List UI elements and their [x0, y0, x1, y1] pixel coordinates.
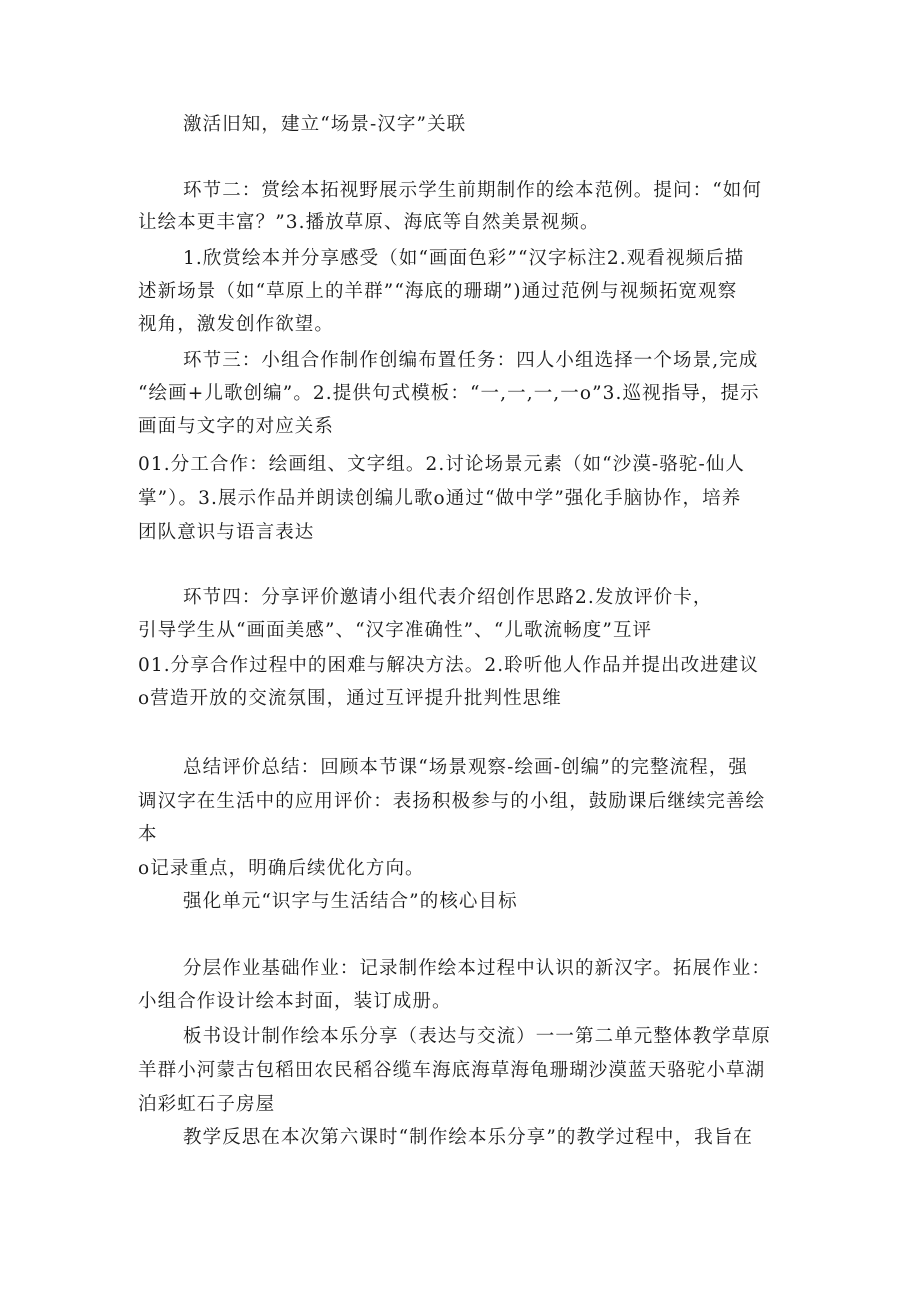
paragraph-line: 1.欣赏绘本并分享感受（如“画面色彩”“汉字标注2.观看视频后描 [183, 248, 745, 269]
paragraph-line: 团队意识与语言表达 [138, 522, 315, 543]
paragraph-line: 01.分享合作过程中的困难与解决方法。2.聆听他人作品并提出改进建议 [138, 655, 759, 676]
paragraph-line: 小组合作设计绘本封面，装订成册。 [138, 991, 452, 1012]
paragraph-line: “绘画+儿歌创编”。2.提供句式模板：“一,一,一,一o”3.巡视指导，提示 [138, 383, 760, 404]
paragraph-line: 教学反思在本次第六课时“制作绘本乐分享”的教学过程中，我旨在 [183, 1127, 753, 1148]
paragraph-line: 本 [138, 824, 158, 845]
paragraph-line: 环节四：分享评价邀请小组代表介绍创作思路2.发放评价卡， [183, 587, 713, 608]
paragraph-line: 掌”）。3.展示作品并朗读创编儿歌o通过“做中学”强化手脑协作，培养 [138, 488, 742, 509]
paragraph-line: 引导学生从“画面美感”、“汉字准确性”、“儿歌流畅度”互评 [138, 620, 653, 641]
paragraph-line: 环节三：小组合作制作创编布置任务：四人小组选择一个场景,完成 [183, 350, 759, 371]
paragraph-line: 总结评价总结：回顾本节课“场景观察-绘画-创编”的完整流程，强 [183, 757, 749, 778]
paragraph-line: o记录重点，明确后续优化方向。 [138, 858, 425, 879]
paragraph-line: o营造开放的交流氛围，通过互评提升批判性思维 [138, 688, 562, 709]
paragraph-line: 强化单元“识字与生活结合”的核心目标 [183, 891, 518, 912]
paragraph-line: 述新场景（如“草原上的羊群”“海底的珊瑚”)通过范例与视频拓宽观察 [138, 281, 738, 302]
paragraph-line: 激活旧知，建立“场景-汉字”关联 [183, 114, 467, 135]
paragraph-line: 让绘本更丰富？”3.播放草原、海底等自然美景视频。 [138, 212, 600, 233]
paragraph-line: 画面与文字的对应关系 [138, 416, 335, 437]
paragraph-line: 环节二：赏绘本拓视野展示学生前期制作的绘本范例。提问：“如何 [183, 180, 762, 201]
paragraph-line: 分层作业基础作业：记录制作绘本过程中认识的新汉字。拓展作业： [183, 958, 772, 979]
paragraph-line: 视角，激发创作欲望。 [138, 314, 335, 335]
paragraph-line: 板书设计制作绘本乐分享（表达与交流）一一第二单元整体教学草原 [183, 1026, 772, 1047]
paragraph-line: 泊彩虹石子房屋 [138, 1094, 276, 1115]
paragraph-line: 01.分工合作：绘画组、文字组。2.讨论场景元素（如“沙漠-骆驼-仙人 [138, 454, 746, 475]
paragraph-line: 调汉字在生活中的应用评价：表扬积极参与的小组，鼓励课后继续完善绘 [138, 791, 766, 812]
paragraph-line: 羊群小河蒙古包稻田农民稻谷缆车海底海草海龟珊瑚沙漠蓝天骆驼小草湖 [138, 1060, 766, 1081]
